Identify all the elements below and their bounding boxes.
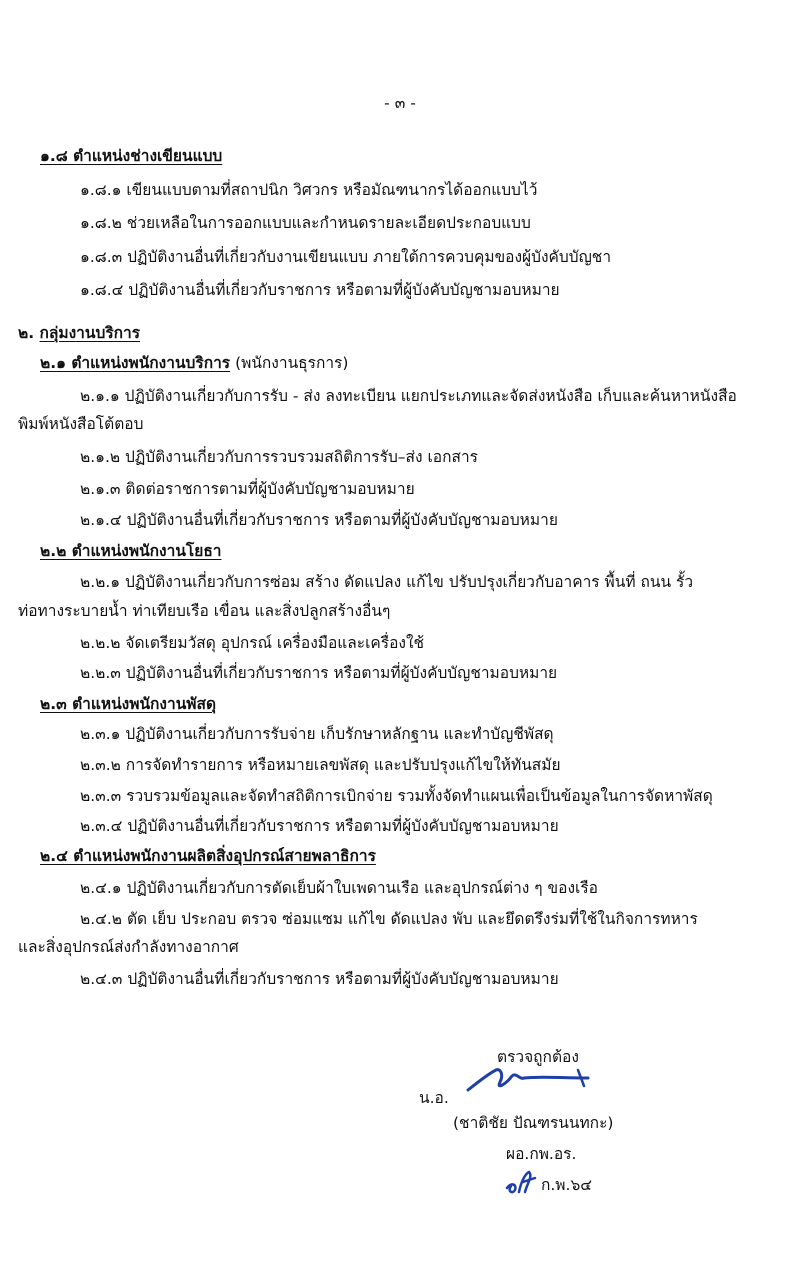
group-2-number: ๒.	[18, 324, 35, 342]
group-2-heading	[18, 320, 140, 345]
item-2-1-4: ๒.๑.๔ ปฏิบัติงานอื่นที่เกี่ยวกับราชการ หรือตามที่ผู้บังคับบัญชามอบหมาย	[80, 511, 558, 529]
verified-label: ตรวจถูกต้อง	[497, 1048, 579, 1066]
signature	[460, 1060, 600, 1100]
handwritten-date-day	[503, 1168, 539, 1196]
item-2-4-2-line2: และสิ่งอุปกรณ์ส่งกำลังทางอากาศ	[18, 938, 239, 956]
rank-label: น.อ.	[419, 1089, 449, 1107]
item-2-3-3: ๒.๓.๓ รวบรวมข้อมูลและจัดทำสถิติการเบิกจ่าย รวมทั้งจัดทำแผนเพื่อเป็นข้อมูลในการจัดหาพัสดุ	[80, 787, 713, 805]
item-2-1-3: ๒.๑.๓ ติดต่อราชการตามที่ผู้บังคับบัญชามอบหมาย	[80, 480, 415, 498]
heading-2-4: ๒.๔ ตำแหน่งพนักงานผลิตสิ่งอุปกรณ์สายพลาธิการ	[40, 847, 376, 865]
item-2-3-1: ๒.๓.๑ ปฏิบัติงานเกี่ยวกับการรับจ่าย เก็บรักษาหลักฐาน และทำบัญชีพัสดุ	[80, 725, 554, 743]
signer-name: (ชาติชัย ปัณฑรนนทกะ)	[453, 1114, 614, 1132]
item-2-4-1: ๒.๔.๑ ปฏิบัติงานเกี่ยวกับการตัดเย็บผ้าใบเพดานเรือ และอุปกรณ์ต่าง ๆ ของเรือ	[80, 879, 598, 897]
item-1-8-4: ๑.๘.๔ ปฏิบัติงานอื่นที่เกี่ยวกับราชการ หรือตามที่ผู้บังคับบัญชามอบหมาย	[80, 281, 560, 299]
date-day-stroke	[507, 1172, 535, 1192]
item-1-8-2: ๑.๘.๒ ช่วยเหลือในการออกแบบและกำหนดรายละเอียดประกอบแบบ	[80, 214, 531, 232]
item-2-2-3: ๒.๒.๓ ปฏิบัติงานอื่นที่เกี่ยวกับราชการ หรือตามที่ผู้บังคับบัญชามอบหมาย	[80, 664, 558, 682]
item-2-4-3: ๒.๔.๓ ปฏิบัติงานอื่นที่เกี่ยวกับราชการ หรือตามที่ผู้บังคับบัญชามอบหมาย	[80, 970, 559, 988]
item-2-2-1-line2: ท่อทางระบายน้ำ ท่าเทียบเรือ เขื่อน และสิ่งปลูกสร้างอื่นๆ	[18, 602, 391, 620]
item-2-2-1-line1: ๒.๒.๑ ปฏิบัติงานเกี่ยวกับการซ่อม สร้าง ดัดแปลง แก้ไข ปรับปรุงเกี่ยวกับอาคาร พื้นที่ ถนน รั้ว	[80, 573, 694, 591]
item-1-8-3: ๑.๘.๓ ปฏิบัติงานอื่นที่เกี่ยวกับงานเขียนแบบ ภายใต้การควบคุมของผู้บังคับบัญชา	[80, 248, 612, 266]
item-2-3-4: ๒.๓.๔ ปฏิบัติงานอื่นที่เกี่ยวกับราชการ หรือตามที่ผู้บังคับบัญชามอบหมาย	[80, 817, 559, 835]
heading-2-3: ๒.๓ ตำแหน่งพนักงานพัสดุ	[40, 695, 217, 713]
signed-date: ก.พ.๖๔	[541, 1176, 593, 1194]
group-2-title: กลุ่มงานบริการ	[39, 324, 141, 342]
heading-1-8: ๑.๘ ตำแหน่งช่างเขียนแบบ	[40, 147, 223, 165]
signature-stroke	[468, 1070, 588, 1090]
heading-2-1-suffix: (พนักงานธุรการ)	[235, 354, 349, 372]
item-2-2-2: ๒.๒.๒ จัดเตรียมวัสดุ อุปกรณ์ เครื่องมือและเครื่องใช้	[80, 634, 425, 652]
item-1-8-1: ๑.๘.๑ เขียนแบบตามที่สถาปนิก วิศวกร หรือมัณฑนากรได้ออกแบบไว้	[80, 181, 538, 199]
heading-2-2: ๒.๒ ตำแหน่งพนักงานโยธา	[40, 542, 222, 560]
item-2-1-1-line2: พิมพ์หนังสือโต้ตอบ	[18, 415, 144, 433]
heading-2-1	[40, 350, 348, 375]
item-2-3-2: ๒.๓.๒ การจัดทำรายการ หรือหมายเลขพัสดุ และปรับปรุงแก้ไขให้ทันสมัย	[80, 756, 561, 774]
signer-position: ผอ.กพ.อร.	[506, 1145, 577, 1163]
heading-2-1-title: ๒.๑ ตำแหน่งพนักงานบริการ	[40, 354, 231, 372]
item-2-4-2-line1: ๒.๔.๒ ตัด เย็บ ประกอบ ตรวจ ซ่อมแซม แก้ไข ดัดแปลง พับ และยึดตรึงร่มที่ใช้ในกิจการทหาร	[80, 910, 698, 928]
item-2-1-1-line1: ๒.๑.๑ ปฏิบัติงานเกี่ยวกับการรับ - ส่ง ลงทะเบียน แยกประเภทและจัดส่งหนังสือ เก็บและค้นหาหนังสือ	[80, 387, 737, 405]
item-2-1-2: ๒.๑.๒ ปฏิบัติงานเกี่ยวกับการรวบรวมสถิติการรับ–ส่ง เอกสาร	[80, 448, 478, 466]
page-number: - ๓ -	[384, 94, 416, 112]
